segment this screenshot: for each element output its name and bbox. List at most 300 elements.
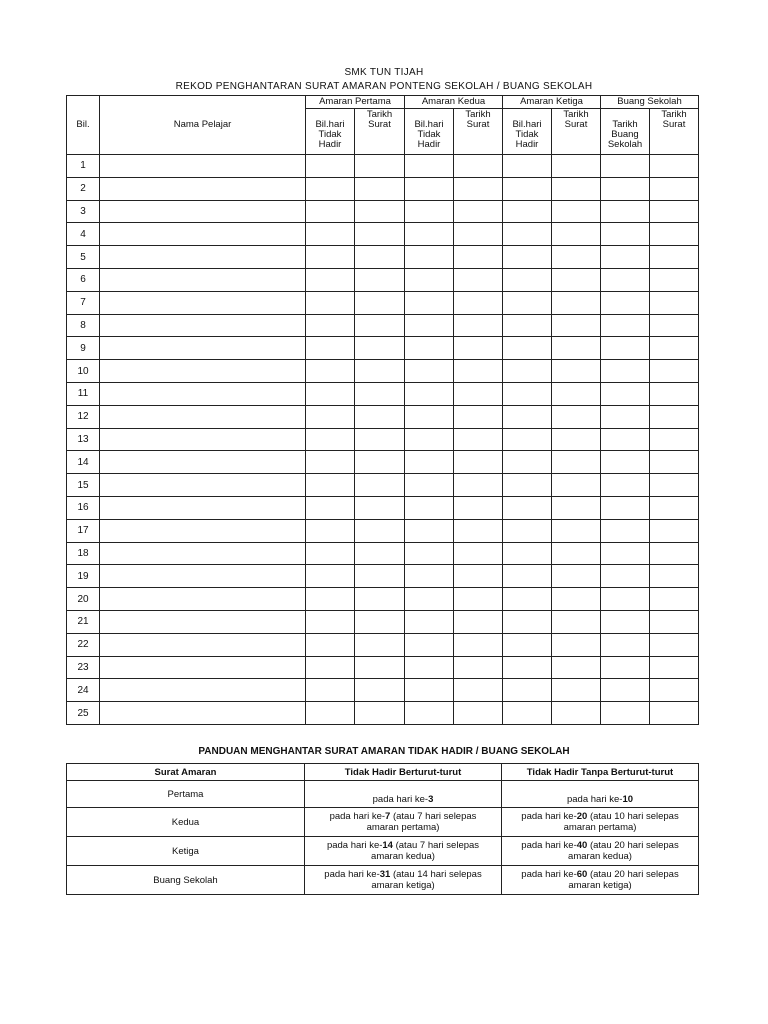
entry-cell[interactable] (454, 565, 503, 588)
group-amaran-kedua: Amaran Kedua (405, 96, 503, 109)
entry-cell[interactable] (405, 382, 454, 405)
entry-cell[interactable] (405, 177, 454, 200)
group-buang-sekolah: Buang Sekolah (601, 96, 699, 109)
entry-cell[interactable] (650, 428, 699, 451)
sub-tarikh-surat: Tarikh Surat (650, 109, 699, 155)
entry-cell[interactable] (405, 451, 454, 474)
record-table (66, 95, 699, 725)
student-name-cell[interactable] (100, 610, 306, 633)
entry-cell[interactable] (503, 702, 552, 725)
entry-cell[interactable] (552, 542, 601, 565)
student-name-cell[interactable] (100, 656, 306, 679)
entry-cell[interactable] (552, 702, 601, 725)
entry-cell[interactable] (454, 451, 503, 474)
entry-cell[interactable] (503, 360, 552, 383)
entry-cell[interactable] (503, 155, 552, 178)
entry-cell[interactable] (503, 451, 552, 474)
entry-cell[interactable] (355, 155, 405, 178)
entry-cell[interactable] (454, 656, 503, 679)
entry-cell[interactable] (355, 496, 405, 519)
row-number: 1 (67, 155, 100, 178)
entry-cell[interactable] (355, 474, 405, 497)
entry-cell[interactable] (355, 542, 405, 565)
row-number: 18 (67, 542, 100, 565)
row-number: 23 (67, 656, 100, 679)
entry-cell[interactable] (552, 337, 601, 360)
entry-cell[interactable] (601, 200, 650, 223)
entry-cell[interactable] (503, 246, 552, 269)
student-name-cell[interactable] (100, 565, 306, 588)
sub-bil-hari-tidak-hadir: Bil.hari Tidak Hadir (503, 109, 552, 155)
table-row (67, 656, 699, 679)
entry-cell[interactable] (454, 246, 503, 269)
entry-cell[interactable] (405, 565, 454, 588)
entry-cell[interactable] (601, 177, 650, 200)
row-number: 6 (67, 268, 100, 291)
entry-cell[interactable] (503, 565, 552, 588)
entry-cell[interactable] (650, 474, 699, 497)
entry-cell[interactable] (552, 155, 601, 178)
entry-cell[interactable] (405, 496, 454, 519)
entry-cell[interactable] (601, 405, 650, 428)
entry-cell[interactable] (306, 314, 355, 337)
table-row (67, 702, 699, 725)
entry-cell[interactable] (454, 337, 503, 360)
row-number: 21 (67, 610, 100, 633)
entry-cell[interactable] (355, 451, 405, 474)
entry-cell[interactable] (355, 565, 405, 588)
entry-cell[interactable] (306, 656, 355, 679)
entry-cell[interactable] (454, 519, 503, 542)
row-number: 22 (67, 633, 100, 656)
table-row (67, 360, 699, 383)
student-name-cell[interactable] (100, 177, 306, 200)
row-number: 25 (67, 702, 100, 725)
entry-cell[interactable] (454, 542, 503, 565)
entry-cell[interactable] (306, 496, 355, 519)
student-name-cell[interactable] (100, 200, 306, 223)
entry-cell[interactable] (650, 155, 699, 178)
student-name-cell[interactable] (100, 360, 306, 383)
entry-cell[interactable] (503, 314, 552, 337)
entry-cell[interactable] (454, 291, 503, 314)
entry-cell[interactable] (552, 246, 601, 269)
entry-cell[interactable] (306, 610, 355, 633)
entry-cell[interactable] (454, 268, 503, 291)
entry-cell[interactable] (405, 155, 454, 178)
entry-cell[interactable] (454, 588, 503, 611)
entry-cell[interactable] (601, 451, 650, 474)
entry-cell[interactable] (405, 200, 454, 223)
student-name-cell[interactable] (100, 291, 306, 314)
entry-cell[interactable] (306, 542, 355, 565)
row-number: 4 (67, 223, 100, 246)
entry-cell[interactable] (552, 428, 601, 451)
student-name-cell[interactable] (100, 246, 306, 269)
entry-cell[interactable] (355, 291, 405, 314)
entry-cell[interactable] (650, 451, 699, 474)
entry-cell[interactable] (503, 679, 552, 702)
entry-cell[interactable] (650, 337, 699, 360)
entry-cell[interactable] (503, 291, 552, 314)
entry-cell[interactable] (355, 610, 405, 633)
entry-cell[interactable] (601, 360, 650, 383)
entry-cell[interactable] (601, 656, 650, 679)
entry-cell[interactable] (650, 314, 699, 337)
entry-cell[interactable] (454, 382, 503, 405)
row-number: 19 (67, 565, 100, 588)
sub-tarikh-surat: Tarikh Surat (552, 109, 601, 155)
entry-cell[interactable] (355, 360, 405, 383)
guide-row (67, 866, 699, 895)
entry-cell[interactable] (306, 200, 355, 223)
sub-tarikh-buang-sekolah: Tarikh Buang Sekolah (601, 109, 650, 155)
table-row (67, 155, 699, 178)
student-name-cell[interactable] (100, 314, 306, 337)
student-name-cell[interactable] (100, 405, 306, 428)
guide-rule-cell: pada hari ke-10 (502, 781, 699, 808)
entry-cell[interactable] (601, 291, 650, 314)
entry-cell[interactable] (355, 679, 405, 702)
entry-cell[interactable] (503, 428, 552, 451)
entry-cell[interactable] (405, 360, 454, 383)
entry-cell[interactable] (503, 610, 552, 633)
guide-row-label: Buang Sekolah (67, 866, 305, 895)
entry-cell[interactable] (601, 588, 650, 611)
entry-cell[interactable] (552, 565, 601, 588)
table-row (67, 565, 699, 588)
table-row (67, 610, 699, 633)
table-row (67, 268, 699, 291)
entry-cell[interactable] (503, 474, 552, 497)
entry-cell[interactable] (355, 588, 405, 611)
entry-cell[interactable] (405, 519, 454, 542)
guide-rule-cell: pada hari ke-40 (atau 20 hari selepas amaran kedua) (502, 837, 699, 866)
entry-cell[interactable] (454, 428, 503, 451)
entry-cell[interactable] (355, 177, 405, 200)
entry-cell[interactable] (650, 656, 699, 679)
entry-cell[interactable] (306, 337, 355, 360)
table-row (67, 474, 699, 497)
entry-cell[interactable] (454, 155, 503, 178)
entry-cell[interactable] (405, 223, 454, 246)
entry-cell[interactable] (601, 519, 650, 542)
entry-cell[interactable] (503, 268, 552, 291)
student-name-cell[interactable] (100, 428, 306, 451)
col-nama-header: Nama Pelajar (100, 96, 306, 155)
row-number: 16 (67, 496, 100, 519)
entry-cell[interactable] (454, 360, 503, 383)
entry-cell[interactable] (355, 519, 405, 542)
row-number: 24 (67, 679, 100, 702)
student-name-cell[interactable] (100, 223, 306, 246)
entry-cell[interactable] (601, 610, 650, 633)
student-name-cell[interactable] (100, 679, 306, 702)
student-name-cell[interactable] (100, 542, 306, 565)
entry-cell[interactable] (601, 633, 650, 656)
row-number: 7 (67, 291, 100, 314)
student-name-cell[interactable] (100, 588, 306, 611)
table-row (67, 679, 699, 702)
guide-rule-cell: pada hari ke-7 (atau 7 hari selepas amaran pertama) (305, 808, 502, 837)
entry-cell[interactable] (306, 474, 355, 497)
entry-cell[interactable] (650, 268, 699, 291)
entry-cell[interactable] (650, 588, 699, 611)
entry-cell[interactable] (503, 496, 552, 519)
entry-cell[interactable] (405, 610, 454, 633)
entry-cell[interactable] (454, 702, 503, 725)
row-number: 14 (67, 451, 100, 474)
entry-cell[interactable] (355, 337, 405, 360)
entry-cell[interactable] (454, 200, 503, 223)
row-number: 17 (67, 519, 100, 542)
entry-cell[interactable] (552, 451, 601, 474)
entry-cell[interactable] (503, 656, 552, 679)
entry-cell[interactable] (355, 633, 405, 656)
entry-cell[interactable] (405, 679, 454, 702)
entry-cell[interactable] (650, 246, 699, 269)
entry-cell[interactable] (552, 656, 601, 679)
entry-cell[interactable] (503, 223, 552, 246)
col-bil-header: Bil. (67, 96, 100, 155)
entry-cell[interactable] (355, 200, 405, 223)
entry-cell[interactable] (601, 702, 650, 725)
entry-cell[interactable] (405, 291, 454, 314)
entry-cell[interactable] (306, 382, 355, 405)
entry-cell[interactable] (503, 337, 552, 360)
entry-cell[interactable] (552, 314, 601, 337)
entry-cell[interactable] (454, 679, 503, 702)
row-number: 5 (67, 246, 100, 269)
row-number: 2 (67, 177, 100, 200)
entry-cell[interactable] (306, 519, 355, 542)
entry-cell[interactable] (601, 542, 650, 565)
table-row (67, 246, 699, 269)
student-name-cell[interactable] (100, 337, 306, 360)
entry-cell[interactable] (306, 223, 355, 246)
row-number: 15 (67, 474, 100, 497)
row-number: 8 (67, 314, 100, 337)
entry-cell[interactable] (454, 314, 503, 337)
table-row (67, 588, 699, 611)
guide-rule-cell: pada hari ke-60 (atau 20 hari selepas amaran ketiga) (502, 866, 699, 895)
entry-cell[interactable] (601, 337, 650, 360)
entry-cell[interactable] (306, 291, 355, 314)
entry-cell[interactable] (355, 702, 405, 725)
guide-title: PANDUAN MENGHANTAR SURAT AMARAN TIDAK HADIR / BUANG SEKOLAH (198, 746, 570, 757)
entry-cell[interactable] (503, 633, 552, 656)
table-row (67, 314, 699, 337)
entry-cell[interactable] (355, 223, 405, 246)
entry-cell[interactable] (552, 360, 601, 383)
student-name-cell[interactable] (100, 451, 306, 474)
entry-cell[interactable] (552, 633, 601, 656)
entry-cell[interactable] (405, 656, 454, 679)
entry-cell[interactable] (552, 610, 601, 633)
entry-cell[interactable] (405, 702, 454, 725)
group-amaran-pertama: Amaran Pertama (306, 96, 405, 109)
entry-cell[interactable] (454, 223, 503, 246)
entry-cell[interactable] (552, 291, 601, 314)
entry-cell[interactable] (405, 337, 454, 360)
entry-cell[interactable] (306, 702, 355, 725)
guide-row-label: Ketiga (67, 837, 305, 866)
school-name: SMK TUN TIJAH (344, 67, 424, 78)
entry-cell[interactable] (650, 679, 699, 702)
guide-header-tanpa-berturut: Tidak Hadir Tanpa Berturut-turut (502, 764, 699, 781)
entry-cell[interactable] (454, 610, 503, 633)
entry-cell[interactable] (601, 223, 650, 246)
entry-cell[interactable] (601, 428, 650, 451)
sub-tarikh-surat: Tarikh Surat (355, 109, 405, 155)
table-row (67, 382, 699, 405)
entry-cell[interactable] (552, 405, 601, 428)
entry-cell[interactable] (552, 588, 601, 611)
student-name-cell[interactable] (100, 155, 306, 178)
entry-cell[interactable] (405, 405, 454, 428)
entry-cell[interactable] (306, 360, 355, 383)
entry-cell[interactable] (355, 246, 405, 269)
student-name-cell[interactable] (100, 268, 306, 291)
entry-cell[interactable] (650, 542, 699, 565)
entry-cell[interactable] (503, 519, 552, 542)
guide-row (67, 781, 699, 808)
table-row (67, 200, 699, 223)
entry-cell[interactable] (650, 565, 699, 588)
table-row (67, 223, 699, 246)
entry-cell[interactable] (405, 428, 454, 451)
entry-cell[interactable] (650, 702, 699, 725)
entry-cell[interactable] (355, 428, 405, 451)
entry-cell[interactable] (405, 268, 454, 291)
student-name-cell[interactable] (100, 382, 306, 405)
entry-cell[interactable] (405, 542, 454, 565)
entry-cell[interactable] (306, 451, 355, 474)
entry-cell[interactable] (552, 679, 601, 702)
entry-cell[interactable] (405, 246, 454, 269)
entry-cell[interactable] (405, 633, 454, 656)
student-name-cell[interactable] (100, 633, 306, 656)
table-row (67, 633, 699, 656)
entry-cell[interactable] (650, 291, 699, 314)
entry-cell[interactable] (355, 382, 405, 405)
sub-tarikh-surat: Tarikh Surat (454, 109, 503, 155)
entry-cell[interactable] (355, 405, 405, 428)
entry-cell[interactable] (601, 496, 650, 519)
entry-cell[interactable] (306, 268, 355, 291)
student-name-cell[interactable] (100, 519, 306, 542)
entry-cell[interactable] (601, 382, 650, 405)
guide-rule-cell: pada hari ke-14 (atau 7 hari selepas amaran kedua) (305, 837, 502, 866)
entry-cell[interactable] (552, 200, 601, 223)
entry-cell[interactable] (601, 246, 650, 269)
table-row (67, 451, 699, 474)
guide-rule-cell: pada hari ke-20 (atau 10 hari selepas amaran pertama) (502, 808, 699, 837)
entry-cell[interactable] (405, 314, 454, 337)
entry-cell[interactable] (601, 474, 650, 497)
guide-table (66, 763, 699, 895)
entry-cell[interactable] (552, 519, 601, 542)
entry-cell[interactable] (306, 633, 355, 656)
entry-cell[interactable] (454, 496, 503, 519)
entry-cell[interactable] (650, 610, 699, 633)
row-number: 13 (67, 428, 100, 451)
entry-cell[interactable] (650, 519, 699, 542)
entry-cell[interactable] (503, 588, 552, 611)
entry-cell[interactable] (454, 405, 503, 428)
entry-cell[interactable] (601, 314, 650, 337)
entry-cell[interactable] (650, 382, 699, 405)
student-name-cell[interactable] (100, 496, 306, 519)
group-amaran-ketiga: Amaran Ketiga (503, 96, 601, 109)
entry-cell[interactable] (503, 382, 552, 405)
student-name-cell[interactable] (100, 474, 306, 497)
entry-cell[interactable] (306, 428, 355, 451)
entry-cell[interactable] (454, 633, 503, 656)
entry-cell[interactable] (503, 405, 552, 428)
entry-cell[interactable] (405, 474, 454, 497)
entry-cell[interactable] (503, 200, 552, 223)
entry-cell[interactable] (552, 496, 601, 519)
entry-cell[interactable] (454, 177, 503, 200)
entry-cell[interactable] (306, 405, 355, 428)
entry-cell[interactable] (503, 542, 552, 565)
entry-cell[interactable] (650, 496, 699, 519)
entry-cell[interactable] (355, 314, 405, 337)
entry-cell[interactable] (601, 679, 650, 702)
entry-cell[interactable] (601, 268, 650, 291)
entry-cell[interactable] (454, 474, 503, 497)
entry-cell[interactable] (306, 565, 355, 588)
row-number: 11 (67, 382, 100, 405)
entry-cell[interactable] (306, 155, 355, 178)
entry-cell[interactable] (601, 155, 650, 178)
entry-cell[interactable] (650, 633, 699, 656)
entry-cell[interactable] (306, 246, 355, 269)
entry-cell[interactable] (503, 177, 552, 200)
entry-cell[interactable] (650, 223, 699, 246)
entry-cell[interactable] (552, 177, 601, 200)
table-row (67, 177, 699, 200)
entry-cell[interactable] (650, 200, 699, 223)
student-name-cell[interactable] (100, 702, 306, 725)
guide-row (67, 837, 699, 866)
guide-rule-cell: pada hari ke-3 (305, 781, 502, 808)
entry-cell[interactable] (306, 177, 355, 200)
entry-cell[interactable] (650, 360, 699, 383)
entry-cell[interactable] (306, 588, 355, 611)
entry-cell[interactable] (601, 565, 650, 588)
entry-cell[interactable] (405, 588, 454, 611)
entry-cell[interactable] (552, 223, 601, 246)
entry-cell[interactable] (650, 177, 699, 200)
entry-cell[interactable] (552, 382, 601, 405)
table-row (67, 428, 699, 451)
entry-cell[interactable] (355, 268, 405, 291)
table-row (67, 337, 699, 360)
document-title: REKOD PENGHANTARAN SURAT AMARAN PONTENG SEKOLAH / BUANG SEKOLAH (175, 81, 593, 92)
entry-cell[interactable] (650, 405, 699, 428)
row-number: 10 (67, 360, 100, 383)
sub-bil-hari-tidak-hadir: Bil.hari Tidak Hadir (405, 109, 454, 155)
entry-cell[interactable] (306, 679, 355, 702)
entry-cell[interactable] (552, 268, 601, 291)
entry-cell[interactable] (355, 656, 405, 679)
guide-rule-cell: pada hari ke-31 (atau 14 hari selepas amaran ketiga) (305, 866, 502, 895)
table-row (67, 519, 699, 542)
entry-cell[interactable] (552, 474, 601, 497)
guide-row (67, 808, 699, 837)
